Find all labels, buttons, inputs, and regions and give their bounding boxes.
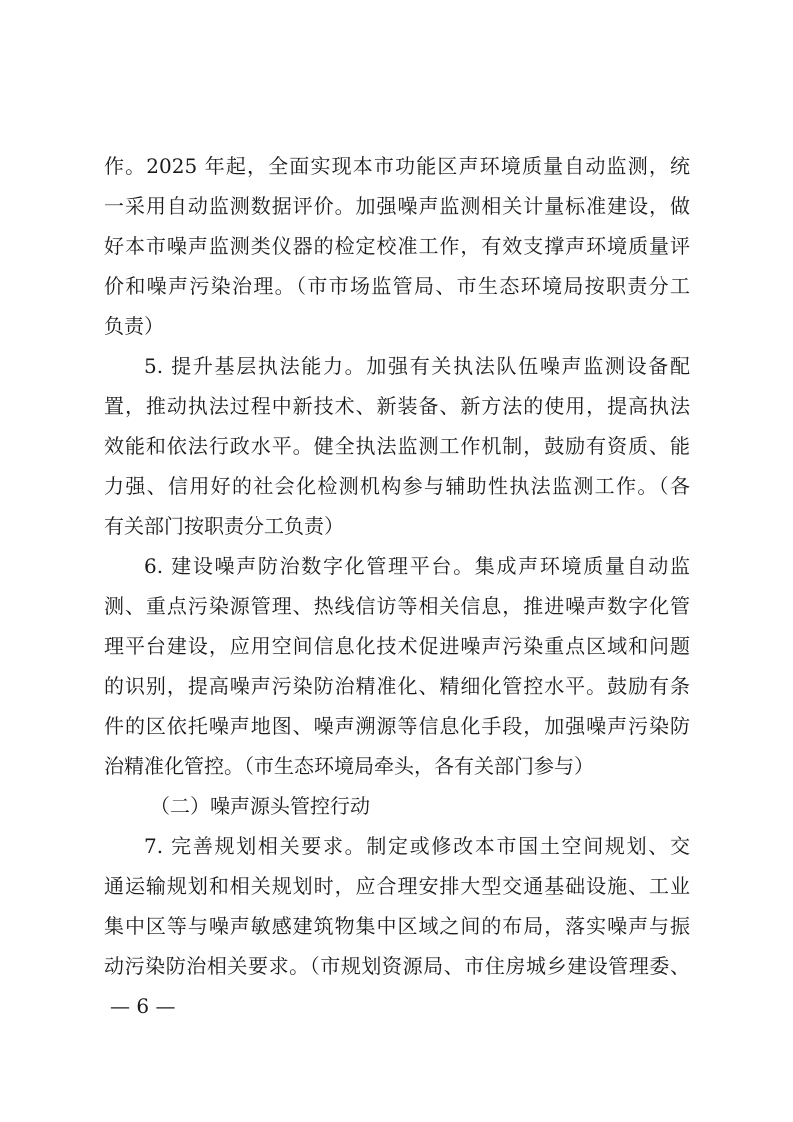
- text-line: 负责）: [104, 314, 164, 338]
- text-line: 理平台建设，应用空间信息化技术促进噪声污染重点区域和问题: [104, 634, 690, 658]
- text-line: 作。2025 年起，全面实现本市功能区声环境质量自动监测，统: [104, 154, 690, 178]
- text-line: 7. 完善规划相关要求。制定或修改本市国土空间规划、交: [144, 834, 690, 858]
- text-line: 一采用自动监测数据评价。加强噪声监测相关计量标准建设，做: [104, 194, 690, 218]
- text-line: 通运输规划和相关规划时，应合理安排大型交通基础设施、工业: [104, 874, 690, 898]
- section-heading: （二）噪声源头管控行动: [150, 794, 370, 818]
- text-line: 6. 建设噪声防治数字化管理平台。集成声环境质量自动监: [144, 554, 690, 578]
- text-line: 置，推动执法过程中新技术、新装备、新方法的使用，提高执法: [104, 394, 690, 418]
- text-line: 治精准化管控。（市生态环境局牵头，各有关部门参与）: [104, 754, 594, 778]
- page-number: — 6 —: [110, 994, 176, 1018]
- text-line: 动污染防治相关要求。（市规划资源局、市住房城乡建设管理委、: [104, 954, 690, 978]
- text-line: 效能和依法行政水平。健全执法监测工作机制，鼓励有资质、能: [104, 434, 690, 458]
- text-line: 集中区等与噪声敏感建筑物集中区域之间的布局，落实噪声与振: [104, 914, 690, 938]
- text-line: 有关部门按职责分工负责）: [104, 514, 344, 538]
- text-line: 件的区依托噪声地图、噪声溯源等信息化手段，加强噪声污染防: [104, 714, 690, 738]
- text-line: 力强、信用好的社会化检测机构参与辅助性执法监测工作。（各: [104, 474, 690, 498]
- text-line: 的识别，提高噪声污染防治精准化、精细化管控水平。鼓励有条: [104, 674, 690, 698]
- text-line: 好本市噪声监测类仪器的检定校准工作，有效支撑声环境质量评: [104, 234, 690, 258]
- text-line: 价和噪声污染治理。（市市场监管局、市生态环境局按职责分工: [104, 274, 690, 298]
- text-line: 测、重点污染源管理、热线信访等相关信息，推进噪声数字化管: [104, 594, 690, 618]
- text-line: 5. 提升基层执法能力。加强有关执法队伍噪声监测设备配: [144, 354, 690, 378]
